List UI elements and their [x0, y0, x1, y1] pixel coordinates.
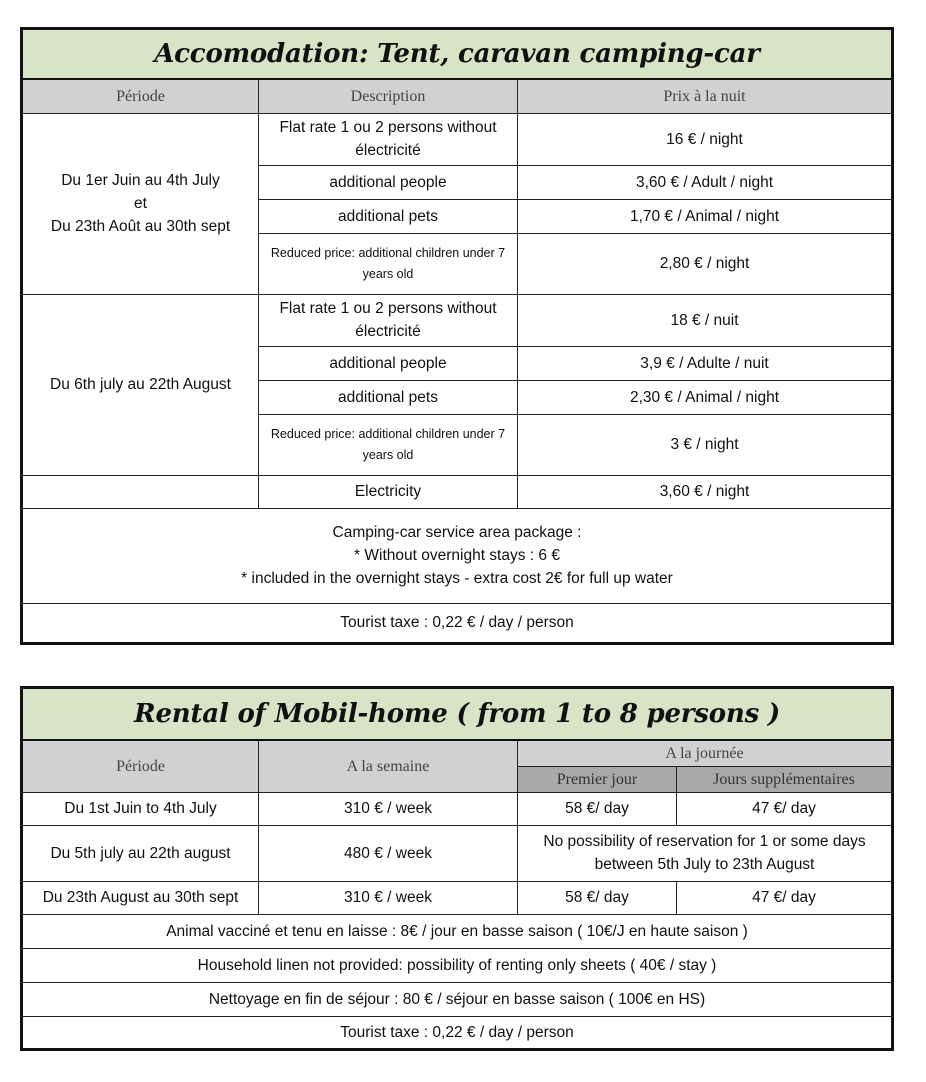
- row-description: additional pets: [259, 380, 518, 414]
- tourist-tax: Tourist taxe : 0,22 € / day / person: [22, 1016, 893, 1049]
- header-day: A la journée: [518, 740, 893, 766]
- header-extra-days: Jours supplémentaires: [677, 766, 893, 792]
- header-week: A la semaine: [259, 740, 518, 792]
- header-first-day: Premier jour: [518, 766, 677, 792]
- row-first-day: 58 €/ day: [518, 792, 677, 825]
- note-cleaning: Nettoyage en fin de séjour : 80 € / séjour en basse saison ( 100€ en HS): [22, 982, 893, 1016]
- accommodation-title: Accomodation: Tent, caravan camping-car: [22, 29, 893, 80]
- row-period: Du 5th july au 22th august: [22, 825, 259, 881]
- row-week: 310 € / week: [259, 881, 518, 914]
- row-period: Du 23th August au 30th sept: [22, 881, 259, 914]
- row-first-day: 58 €/ day: [518, 881, 677, 914]
- service-area-line: * Without overnight stays : 6 €: [354, 547, 560, 564]
- tourist-tax: Tourist taxe : 0,22 € / day / person: [22, 603, 893, 643]
- service-area-line: Camping-car service area package :: [332, 524, 582, 541]
- header-period: Période: [22, 79, 259, 113]
- row-week: 480 € / week: [259, 825, 518, 881]
- row-description: additional pets: [259, 199, 518, 233]
- row-description: Reduced price: additional children under 7 years old: [259, 414, 518, 475]
- low-season-period: [22, 113, 259, 294]
- period-line: Du 1er Juin au 4th July: [61, 172, 220, 189]
- row-description: Flat rate 1 ou 2 persons without électricité: [259, 294, 518, 346]
- row-price: 3 € / night: [518, 414, 893, 475]
- row-price: 3,9 € / Adulte / nuit: [518, 346, 893, 380]
- service-area-line: * included in the overnight stays - extra cost 2€ for full up water: [241, 570, 673, 587]
- header-description: Description: [259, 79, 518, 113]
- row-price: 3,60 € / Adult / night: [518, 165, 893, 199]
- period-line: Du 23th Août au 30th sept: [50, 218, 231, 235]
- row-price: 18 € / nuit: [518, 294, 893, 346]
- note-linen: Household linen not provided: possibility of renting only sheets ( 40€ / stay ): [22, 948, 893, 982]
- service-area-package: [22, 508, 893, 603]
- mobilhome-table: [20, 686, 894, 1051]
- period-line: et: [134, 195, 147, 212]
- row-price: 16 € / night: [518, 113, 893, 165]
- row-note: No possibility of reservation for 1 or some days between 5th July to 23th August: [518, 825, 893, 881]
- row-price: 1,70 € / Animal / night: [518, 199, 893, 233]
- header-period: Période: [22, 740, 259, 792]
- high-season-period: Du 6th july au 22th August: [22, 294, 259, 475]
- accommodation-table: [20, 27, 894, 645]
- row-extra-days: 47 €/ day: [677, 792, 893, 825]
- row-description: Flat rate 1 ou 2 persons without électricité: [259, 113, 518, 165]
- row-week: 310 € / week: [259, 792, 518, 825]
- electricity-price: 3,60 € / night: [518, 475, 893, 508]
- electricity-description: Electricity: [259, 475, 518, 508]
- row-description: additional people: [259, 346, 518, 380]
- mobilhome-title: Rental of Mobil-home ( from 1 to 8 persons ): [22, 688, 893, 741]
- row-price: 2,80 € / night: [518, 233, 893, 294]
- row-description: Reduced price: additional children under 7 years old: [259, 233, 518, 294]
- header-price: Prix à la nuit: [518, 79, 893, 113]
- row-period: Du 1st Juin to 4th July: [22, 792, 259, 825]
- empty-cell: [22, 475, 259, 508]
- row-description: additional people: [259, 165, 518, 199]
- note-animal: Animal vacciné et tenu en laisse : 8€ / jour en basse saison ( 10€/J en haute saison ): [22, 914, 893, 948]
- row-price: 2,30 € / Animal / night: [518, 380, 893, 414]
- row-extra-days: 47 €/ day: [677, 881, 893, 914]
